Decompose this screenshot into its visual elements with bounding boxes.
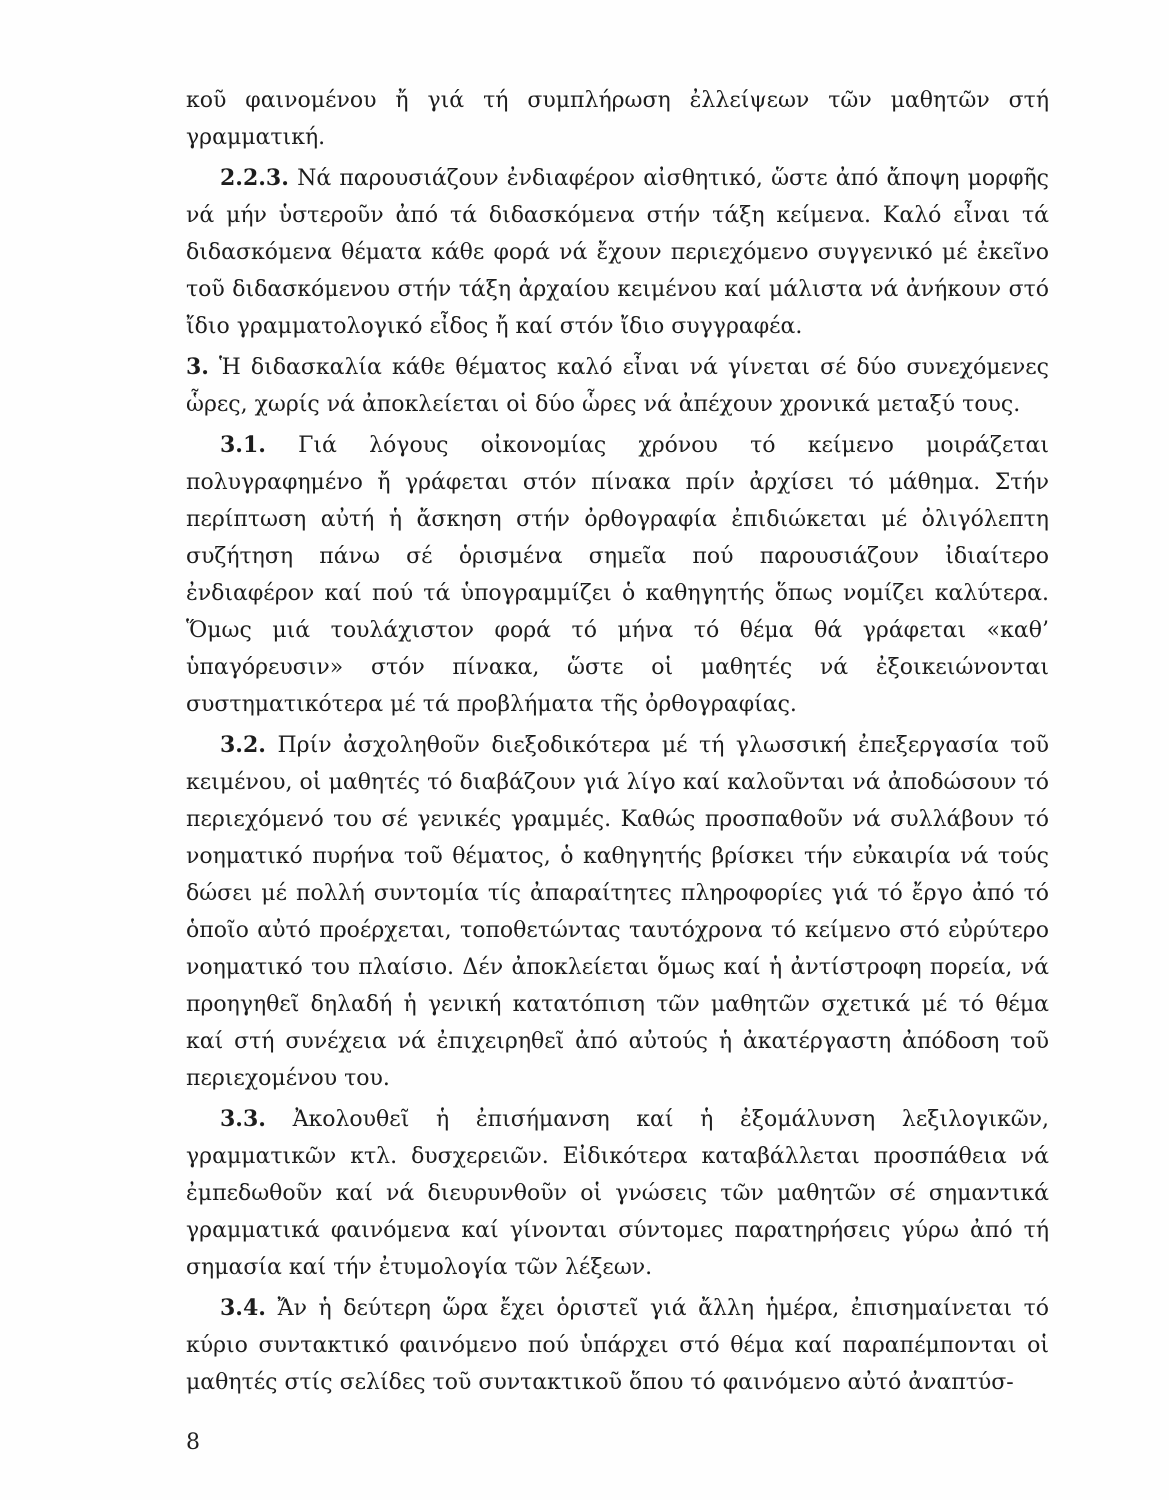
paragraph-3-4 bbox=[186, 1290, 1049, 1401]
paragraph-3-3 bbox=[186, 1101, 1049, 1286]
paragraph-text: Ἄν ἡ δεύτερη ὥρα ἔχει ὁριστεῖ γιά ἄλλη ἡμέρα, ἐπισημαίνεται τό κύριο συντακτικό φαινόμενο πού ὑπάρχει στό θέμα καί παραπέμπονται οἱ μαθητές στίς σελίδες τοῦ συντακτικοῦ ὅπου τό φαινόμενο αὐτό ἀναπτύσ- bbox=[186, 1296, 1049, 1395]
paragraph-2-2-3 bbox=[186, 160, 1049, 345]
body-text bbox=[186, 82, 1049, 1405]
section-number: 3.2. bbox=[220, 732, 266, 758]
paragraph-3 bbox=[186, 349, 1049, 423]
paragraph-text: Ἀκολουθεῖ ἡ ἐπισήμανση καί ἡ ἐξομάλυνση λεξιλογικῶν, γραμματικῶν κτλ. δυσχερειῶν. Εἰδικότερα καταβάλλεται προσπάθεια νά ἐμπεδωθοῦν καί νά διευρυνθοῦν οἱ γνώσεις τῶν μαθητῶν σέ σημαντικά γραμματικά φαινόμενα καί γίνονται σύντομες παρατηρήσεις γύρω ἀπό τή σημασία καί τήν ἐτυμολογία τῶν λέξεων. bbox=[186, 1107, 1049, 1280]
paragraph-text: Ἡ διδασκαλία κάθε θέματος καλό εἶναι νά γίνεται σέ δύο συνεχόμενες ὧρες, χωρίς νά ἀποκλείεται οἱ δύο ὧρες νά ἀπέχουν χρονικά μεταξύ τους. bbox=[186, 355, 1049, 417]
paragraph-text: Γιά λόγους οἰκονομίας χρόνου τό κείμενο μοιράζεται πολυγραφημένο ἤ γράφεται στόν πίνακα πρίν ἀρχίσει τό μάθημα. Στήν περίπτωση αὐτή ἡ ἄσκηση στήν ὀρθογραφία ἐπιδιώκεται μέ ὀλιγόλεπτη συζήτηση πάνω σέ ὁρισμένα σημεῖα πού παρουσιάζουν ἰδιαίτερο ἐνδιαφέρον καί πού τά ὑπογραμμίζει ὁ καθηγητής ὅπως νομίζει καλύτερα. Ὅμως μιά τουλάχιστον φορά τό μήνα τό θέμα θά γράφεται «καθ’ ὑπαγόρευσιν» στόν πίνακα, ὥστε οἱ μαθητές νά ἐξοικειώνονται συστηματικότερα μέ τά προβλήματα τῆς ὀρθογραφίας. bbox=[186, 433, 1049, 717]
section-number: 2.2.3. bbox=[220, 165, 289, 191]
section-number: 3.4. bbox=[220, 1295, 266, 1321]
section-number: 3. bbox=[186, 354, 209, 380]
paragraph-text: Πρίν ἀσχοληθοῦν διεξοδικότερα μέ τή γλωσσική ἐπεξεργασία τοῦ κειμένου, οἱ μαθητές τό διαβάζουν γιά λίγο καί καλοῦνται νά ἀποδώσουν τό περιεχόμενό του σέ γενικές γραμμές. Καθώς προσπαθοῦν νά συλλάβουν τό νοηματικό πυρήνα τοῦ θέματος, ὁ καθηγητής βρίσκει τήν εὐκαιρία νά τούς δώσει μέ πολλή συντομία τίς ἀπαραίτητες πληροφορίες γιά τό ἔργο ἀπό τό ὁποῖο αὐτό προέρχεται, τοποθετώντας ταυτόχρονα τό κείμενο στό εὐρύτερο νοηματικό του πλαίσιο. Δέν ἀποκλείεται ὅμως καί ἡ ἀντίστροφη πορεία, νά προηγηθεῖ δηλαδή ἡ γενική κατατόπιση τῶν μαθητῶν σχετικά μέ τό θέμα καί στή συνέχεια νά ἐπιχειρηθεῖ ἀπό αὐτούς ἡ ἀκατέργαστη ἀπόδοση τοῦ περιεχομένου του. bbox=[186, 733, 1049, 1091]
paragraph-continuation bbox=[186, 82, 1049, 156]
paragraph-3-2 bbox=[186, 727, 1049, 1097]
paragraph-text: Νά παρουσιάζουν ἐνδιαφέρον αἰσθητικό, ὥστε ἀπό ἄποψη μορφῆς νά μήν ὑστεροῦν ἀπό τά διδασκόμενα στήν τάξη κείμενα. Καλό εἶναι τά διδασκόμενα θέματα κάθε φορά νά ἔχουν περιεχόμενο συγγενικό μέ ἐκεῖνο τοῦ διδασκόμενου στήν τάξη ἀρχαίου κειμένου καί μάλιστα νά ἀνήκουν στό ἴδιο γραμματολογικό εἶδος ἤ καί στόν ἴδιο συγγραφέα. bbox=[186, 166, 1050, 339]
section-number: 3.3. bbox=[220, 1106, 266, 1132]
page-number: 8 bbox=[186, 1430, 200, 1455]
paragraph-text: κοῦ φαινομένου ἤ γιά τή συμπλήρωση ἐλλείψεων τῶν μαθητῶν στή γραμματική. bbox=[186, 88, 1049, 150]
paragraph-3-1 bbox=[186, 427, 1049, 723]
section-number: 3.1. bbox=[220, 432, 266, 458]
